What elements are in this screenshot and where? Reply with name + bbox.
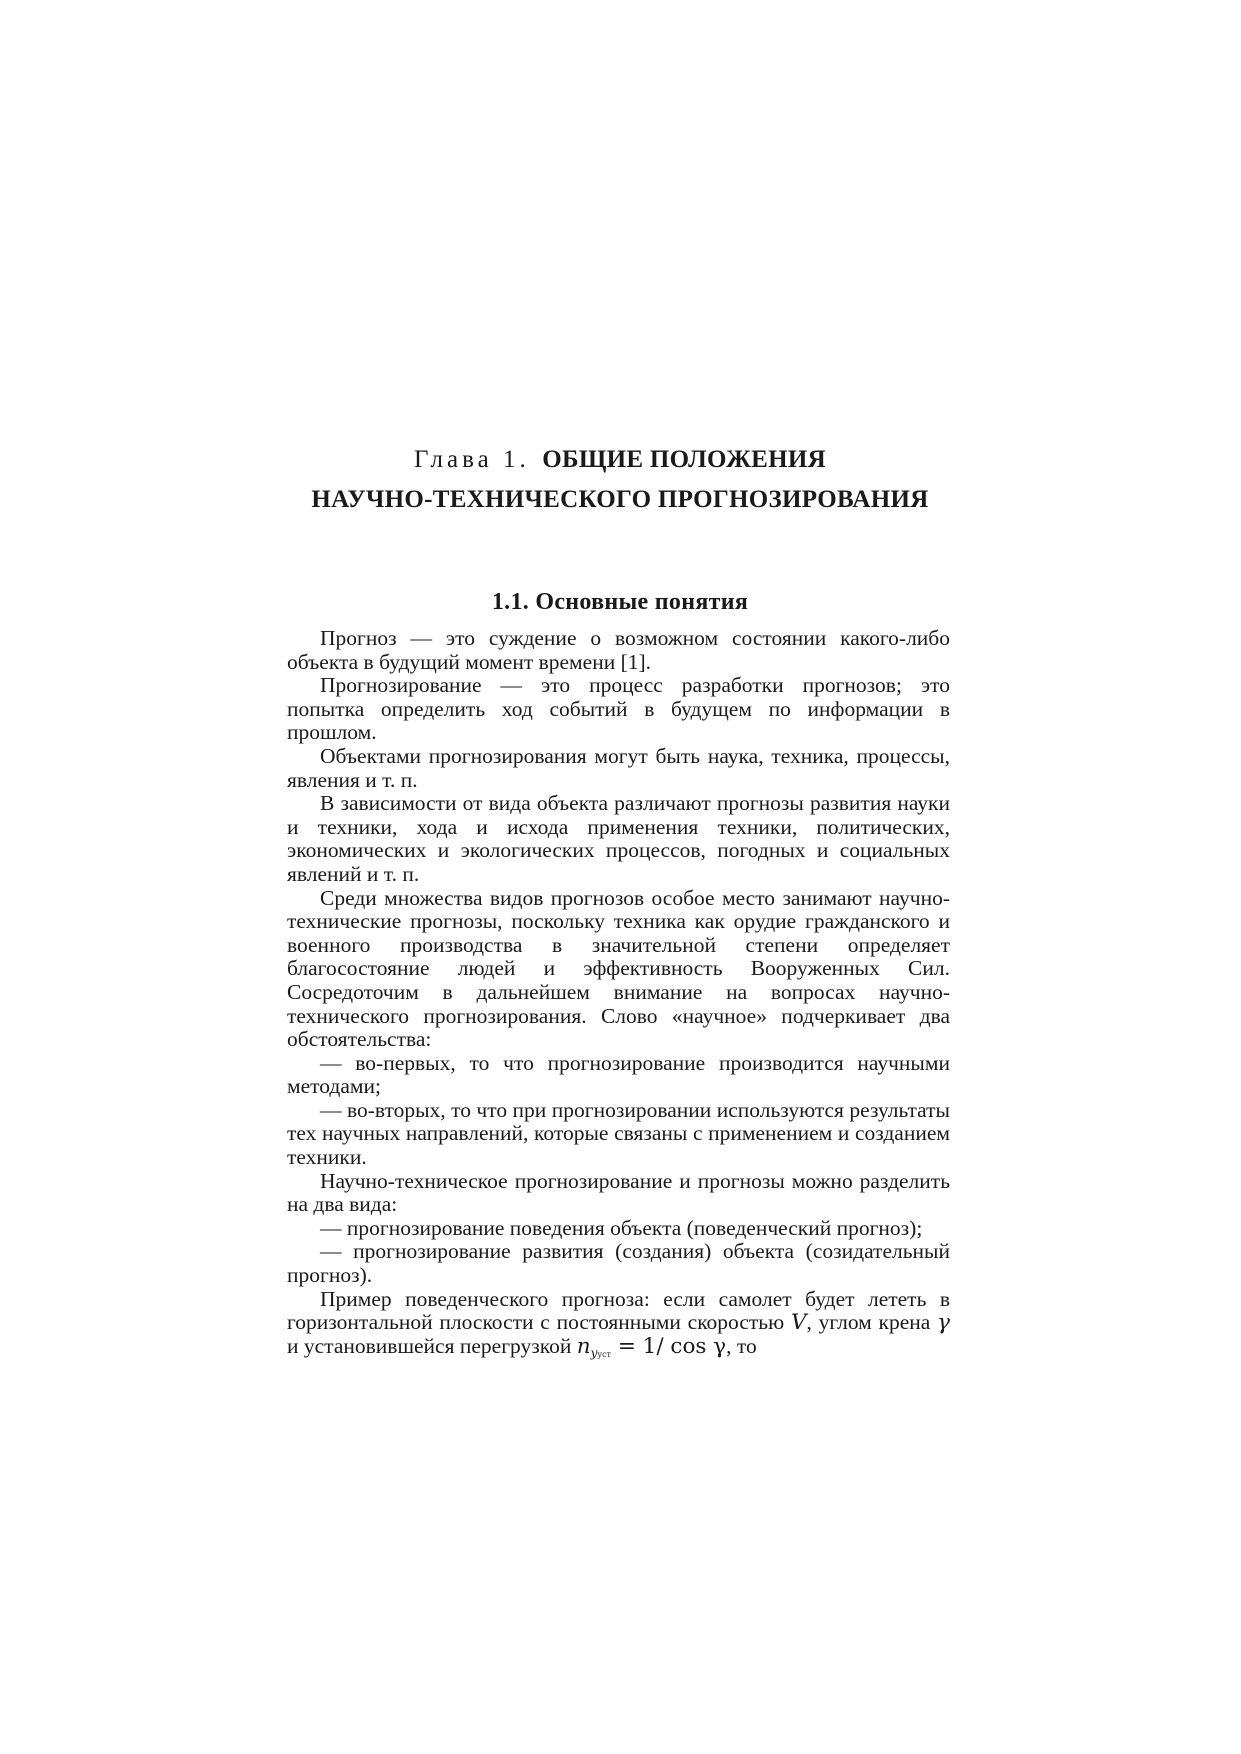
paragraph: Прогноз — это суждение о возможном состоянии какого-либо объекта в будущий момент времени [1]. — [287, 626, 950, 674]
paragraph: Среди множества видов прогнозов особое место занимают научно-технические прогнозы, поскольку техника как орудие гражданского и военного производства в значительной степени определяет благосостояние людей и эффективность Вооруженных Сил. Сосредоточим в дальнейшем внимание на вопросах научно-технического прогнозирования. Слово «научное» подчеркивает два обстоятельства: — [287, 885, 950, 1052]
paragraph: В зависимости от вида объекта различают прогнозы развития науки и техники, хода и исхода применения техники, политических, экономических и экологических процессов, погодных и социальных явлений и т. п. — [287, 791, 950, 886]
list-item: — во-первых, то что прогнозирование производится научными методами; — [287, 1050, 950, 1099]
velocity-symbol: V — [790, 1310, 807, 1336]
formula-sub-y: y — [590, 1345, 598, 1360]
formula-rhs: = 1/ cos γ — [617, 1333, 727, 1359]
paragraph-text: Пример поведенческого прогноза: если самолет будет лететь в горизонтальной плоскости с постоянными скоростью — [287, 1286, 950, 1335]
bank-angle-symbol: γ — [937, 1310, 950, 1336]
list-item: — прогнозирование развития (создания) объекта (созидательный прогноз). — [287, 1239, 950, 1288]
list-item: — прогнозирование поведения объекта (поведенческий прогноз); — [320, 1215, 923, 1240]
paragraph-text: , углом крена — [806, 1310, 931, 1335]
section-title: 1.1. Основные понятия — [491, 589, 749, 615]
formula-subsub: уст — [597, 1349, 611, 1359]
chapter-label: Глава 1. — [413, 446, 530, 473]
formula-subscript-y — [591, 1346, 611, 1360]
paragraph-text: , то — [726, 1333, 757, 1358]
load-factor-formula — [577, 1334, 726, 1359]
paragraph-text: и установившейся перегрузкой — [287, 1333, 572, 1358]
chapter-heading — [250, 440, 990, 520]
body-text — [287, 627, 950, 1366]
chapter-title-line-1: ОБЩИЕ ПОЛОЖЕНИЯ — [542, 446, 827, 473]
paragraph: Объектами прогнозирования могут быть наука, техника, процессы, явления и т. п. — [287, 743, 950, 792]
paragraph: Прогнозирование — это процесс разработки прогнозов; это попытка определить ход событий в будущем по информации в прошлом. — [287, 673, 950, 745]
paragraph-with-formula — [287, 1288, 950, 1367]
list-item: — во-вторых, то что при прогнозировании используются результаты тех научных направлений, которые связаны с применением и созданием техники. — [287, 1097, 950, 1170]
paragraph: Научно-техническое прогнозирование и прогнозы можно разделить на два вида: — [287, 1168, 950, 1217]
chapter-title-line-2: НАУЧНО-ТЕХНИЧЕСКОГО ПРОГНОЗИРОВАНИЯ — [311, 486, 929, 513]
formula-n: n — [576, 1333, 591, 1359]
chapter-heading-line-1 — [250, 440, 990, 480]
